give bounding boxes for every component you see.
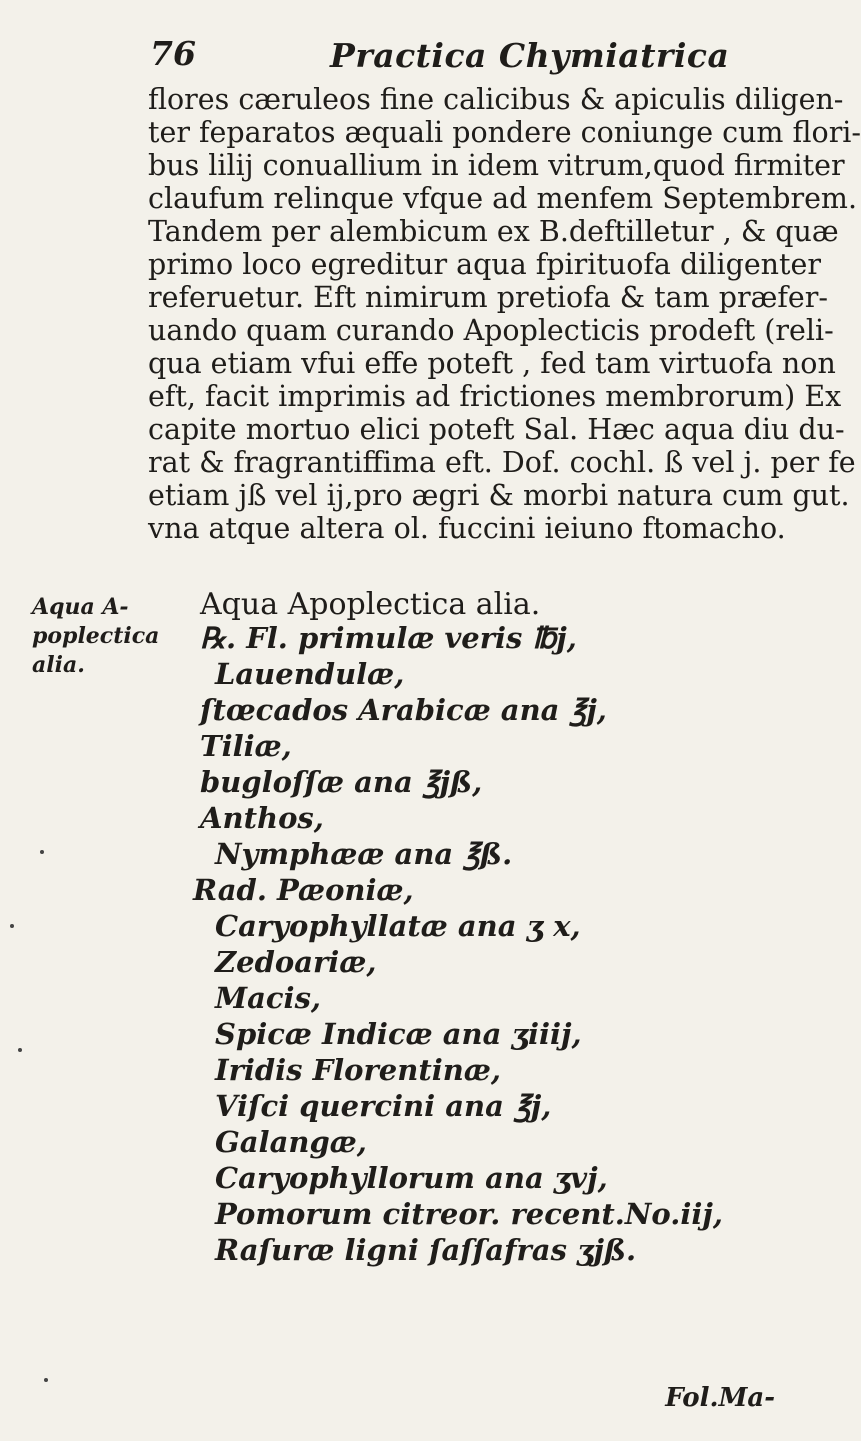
text-line: primo loco egreditur aqua fpirituofa diligenter [148,248,821,281]
text-line: bus lilij conuallium in idem vitrum,quod firmiter [148,149,845,182]
margin-note-line: poplectica [32,623,160,649]
text-line: flores cæruleos fine calicibus & apiculis diligen- [148,83,844,116]
ingredient-line: Anthos, [200,801,324,835]
margin-note-line: Aqua A- [32,594,129,620]
text-line: Tandem per alembicum ex B.deftilletur , & quæ [148,215,839,248]
ink-speck [40,850,44,854]
section-title: Aqua Apoplectica alia. [200,587,541,622]
ink-speck [18,1048,22,1052]
margin-note [32,593,160,680]
ingredient-line: Caryophyllorum ana ʒvj, [215,1161,608,1195]
ink-speck [44,1378,48,1382]
ingredient-line: Lauendulæ, [215,657,405,691]
catchword: Fol.Ma- [665,1383,775,1413]
ingredient-line: Iridis Florentinæ, [215,1053,501,1087]
ingredient-line: ℞. Fl. primulæ veris ℔j, [200,621,577,655]
ingredient-line: Pomorum citreor. recent.No.iij, [215,1197,723,1231]
text-line: ter feparatos æquali pondere coniunge cum flori- [148,116,861,149]
ingredient-line: ſtœcados Arabicæ ana ℥j, [200,693,607,727]
margin-note-line: alia. [32,652,85,678]
ingredient-line: Caryophyllatæ ana ʒ x, [215,909,581,943]
ingredient-line: Tiliæ, [200,729,292,763]
page-number: 76 [150,34,196,73]
ingredient-line: Rad. Pæoniæ, [193,873,414,907]
text-line: vna atque altera ol. fuccini ieiuno ftomacho. [148,512,786,545]
ingredient-line: Raſuræ ligni ſaſſafras ʒjß. [215,1233,637,1267]
text-line: referuetur. Eft nimirum pretiofa & tam præfer- [148,281,829,314]
ingredient-line: bugloſſæ ana ℥jß, [200,765,483,799]
ink-speck [10,924,14,928]
text-line: eft, facit imprimis ad frictiones membrorum) Ex [148,380,842,413]
text-line: rat & fragrantiffima eft. Dof. cochl. ß vel j. per fe [148,446,856,479]
running-head: Practica Chymiatrica [330,36,730,75]
text-line: capite mortuo elici poteft Sal. Hæc aqua diu du- [148,413,845,446]
ingredient-line: Spicæ Indicæ ana ʒiiij, [215,1017,582,1051]
page-header [0,26,800,76]
text-line: etiam jß vel ij,pro ægri & morbi natura cum gut. [148,479,850,512]
text-line: claufum relinque vfque ad menfem Septembrem. [148,182,858,215]
ingredient-line: Zedoariæ, [215,945,377,979]
text-line: qua etiam vfui effe poteft , fed tam virtuofa non [148,347,836,380]
text-line: uando quam curando Apoplecticis prodeft (reli- [148,314,834,347]
ingredient-line: Galangæ, [215,1125,367,1159]
ingredient-line: Viſci quercini ana ℥j, [215,1089,552,1123]
ingredient-line: Nymphææ ana ℥ß. [215,837,513,871]
ingredient-line: Macis, [215,981,321,1015]
